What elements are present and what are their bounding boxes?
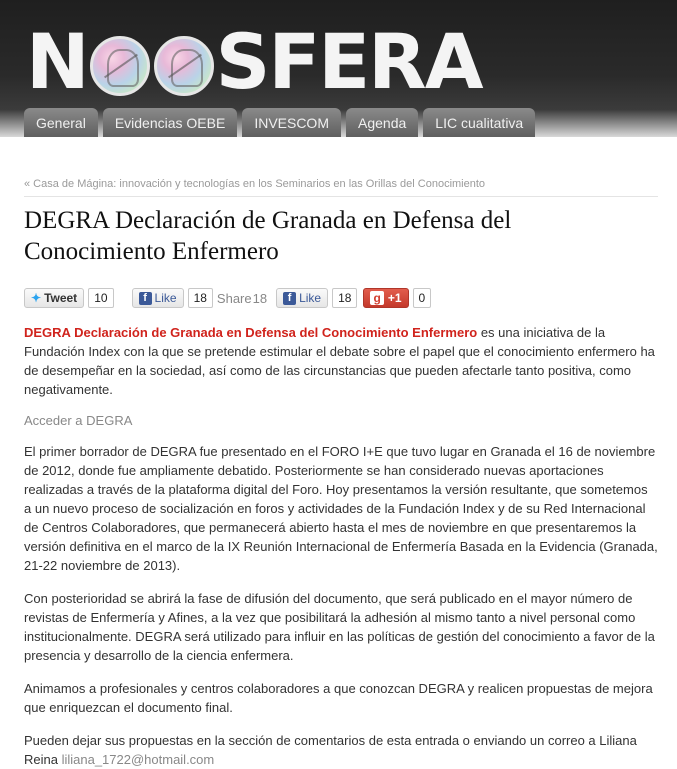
- degra-link[interactable]: DEGRA Declaración de Granada en Defensa del Conocimiento Enfermero: [24, 325, 478, 340]
- logo-text-right: SFERA: [215, 17, 482, 106]
- nav-tab-agenda[interactable]: Agenda: [346, 108, 418, 137]
- access-degra-link[interactable]: Acceder a DEGRA: [24, 413, 133, 428]
- paragraph-4-text: Pueden dejar sus propuestas en la sección de comentarios de esta entrada o enviando un correo a Liliana Reina: [24, 733, 637, 767]
- site-logo[interactable]: [26, 17, 482, 106]
- intro-paragraph: [24, 323, 658, 399]
- tweet-button[interactable]: [24, 288, 84, 308]
- google-plus-icon: g: [370, 291, 383, 305]
- post-content: [24, 170, 658, 769]
- facebook-like-button-2[interactable]: [276, 288, 328, 308]
- like-label-2: Like: [299, 291, 322, 305]
- logo-circle-icon: [154, 36, 214, 96]
- previous-post-link[interactable]: « Casa de Mágina: innovación y tecnologías en los Seminarios en las Orillas del Conocimiento: [24, 178, 486, 190]
- nav-tab-invescom[interactable]: INVESCOM: [242, 108, 341, 137]
- gplus-label: +1: [387, 291, 402, 305]
- paragraph-1: El primer borrador de DEGRA fue presentado en el FORO I+E que tuvo lugar en Granada el 16 de noviembre de 2012, donde fue ampliamente debatido. Posteriormente se han considerado nuevas aportaciones realizadas a través de la plataforma digital del Foro. Hoy presentamos la versión resultante, que sometemos a un nuevo proceso de socialización en foros y actividades de la Fundación Index y de su Red Internacional de Centros Colaboradores, que permanecerá abierto hasta el mes de noviembre en que presentaremos la versión definitiva en el marco de la IX Reunión Internacional de Enfermería Basada en la Evidencia (Granada, 21-22 noviembre de 2013).: [24, 444, 658, 573]
- paragraph-2: Con posterioridad se abrirá la fase de difusión del documento, que será publicado en el mayor número de revistas de Enfermería y Afines, a la vez que posibilitará la adhesión al mismo tanto a nivel personal como institucionalmente. DEGRA será utilizado para influir en las políticas de gestión del conocimiento a favor de la presencia y desarrollo de la ciencia enfermera.: [24, 591, 655, 663]
- gplus-count: 0: [413, 288, 432, 308]
- nav-tab-lic-cualitativa[interactable]: LIC cualitativa: [423, 108, 535, 137]
- logo-text-left: N: [26, 17, 88, 106]
- facebook-like-button[interactable]: [132, 288, 184, 308]
- share-label[interactable]: Share: [216, 290, 252, 306]
- like-label: Like: [154, 291, 177, 305]
- facebook-icon: f: [139, 292, 152, 305]
- share-count: 18: [252, 290, 268, 306]
- intro-text: es una iniciativa de la Fundación Index con la que se pretende estimular el debate sobre el papel que el conocimiento enfermero ha de desempeñar en la sociedad, así como de las circunstancias que pueden afectarle tanto positiva, como negativamente.: [24, 325, 655, 397]
- tweet-count: 10: [88, 288, 113, 308]
- email-link[interactable]: liliana_1722@hotmail.com: [61, 752, 215, 767]
- nav-tab-evidencias-oebe[interactable]: Evidencias OEBE: [103, 108, 238, 137]
- tweet-label: Tweet: [44, 291, 78, 305]
- twitter-bird-icon: ✦: [31, 291, 42, 305]
- google-plus-button[interactable]: [363, 288, 408, 308]
- like-count: 18: [188, 288, 213, 308]
- divider: [24, 196, 658, 197]
- main-nav: [24, 108, 535, 137]
- site-header: [0, 0, 677, 137]
- nav-tab-general[interactable]: General: [24, 108, 98, 137]
- paragraph-4: [24, 731, 658, 769]
- logo-circle-icon: [90, 36, 150, 96]
- post-title: [24, 205, 658, 267]
- share-bar: [24, 287, 658, 309]
- like-count-2: 18: [332, 288, 357, 308]
- facebook-icon: f: [283, 292, 296, 305]
- paragraph-3: Animamos a profesionales y centros colaboradores a que conozcan DEGRA y realicen propuestas de mejora que enriquezcan el documento final.: [24, 681, 653, 715]
- post-title-line1: DEGRA Declaración de Granada en Defensa del: [24, 207, 512, 234]
- post-title-line2: Conocimiento Enfermero: [24, 238, 279, 265]
